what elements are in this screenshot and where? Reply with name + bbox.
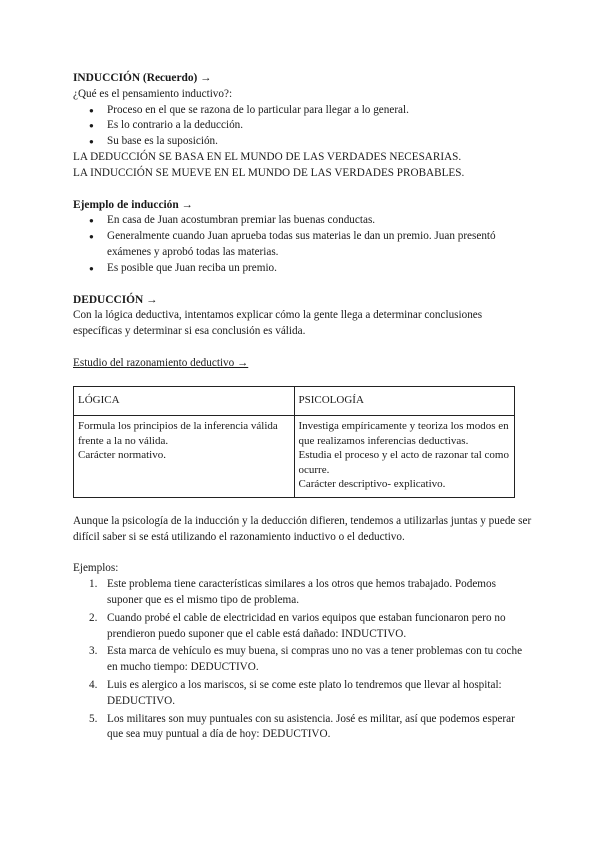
- deduccion-text: Con la lógica deductiva, intentamos explicar cómo la gente llega a determinar conclusiones específicas y determinar si esa conclusión es válida.: [73, 309, 483, 338]
- cell-line: Investiga empíricamente y teoriza los modos en que realizamos inferencias deductivas.: [298, 420, 509, 447]
- deduccion-heading: DEDUCCIÓN →: [73, 293, 158, 306]
- ejemplo-heading: Ejemplo de inducción →: [73, 198, 193, 211]
- table-row: [74, 386, 515, 416]
- item-number: 3.: [89, 645, 98, 658]
- table-header-logica: LÓGICA: [74, 386, 295, 416]
- cell-line: Carácter normativo.: [78, 449, 166, 462]
- ejemplo-bullet-list: [73, 213, 533, 276]
- list-item: ● Generalmente cuando Juan aprueba todas sus materias le dan un premio. Juan presentó exámenes y aprobó todas las materias.: [107, 229, 533, 261]
- list-item: [89, 678, 533, 710]
- item-number: 1.: [89, 578, 98, 591]
- list-item: [89, 577, 533, 609]
- document-content: [73, 71, 533, 745]
- list-item: ● Es posible que Juan reciba un premio.: [107, 261, 533, 277]
- table-header-psicologia: PSICOLOGÍA: [294, 386, 515, 416]
- cell-line: Estudia el proceso y el acto de razonar tal como ocurre.: [298, 449, 509, 476]
- comparison-table: [73, 386, 515, 498]
- cell-line: Carácter descriptivo- explicativo.: [298, 478, 446, 491]
- list-item: [89, 712, 533, 744]
- statement-deduccion: LA DEDUCCIÓN SE BASA EN EL MUNDO DE LAS VERDADES NECESARIAS.: [73, 150, 462, 163]
- statement-induccion: LA INDUCCIÓN SE MUEVE EN EL MUNDO DE LAS VERDADES PROBABLES.: [73, 166, 465, 179]
- list-item: [89, 644, 533, 676]
- ejemplos-numbered-list: [73, 577, 533, 743]
- table-cell-logica: [74, 416, 295, 498]
- list-item: [89, 611, 533, 643]
- item-text: Cuando probé el cable de electricidad en varios equipos que estaban funcionaron pero no prendieron puedo suponer que el cable está dañado: INDUCTIVO.: [107, 611, 506, 640]
- item-number: 5.: [89, 712, 98, 725]
- table-cell-psicologia: [294, 416, 515, 498]
- ejemplos-label: Ejemplos:: [73, 562, 119, 575]
- induccion-bullet-list: [73, 103, 533, 150]
- item-number: 2.: [89, 611, 98, 624]
- item-text: Los militares son muy puntuales con su asistencia. José es militar, así que podemos esperar que sea muy puntual a día de hoy: DEDUCTIVO.: [107, 712, 515, 741]
- list-item: ● Es lo contrario a la deducción.: [107, 118, 533, 134]
- list-item: ● Proceso en el que se razona de lo particular para llegar a lo general.: [107, 103, 533, 119]
- induccion-heading: INDUCCIÓN (Recuerdo) →: [73, 72, 212, 84]
- summary-paragraph: Aunque la psicología de la inducción y la deducción difieren, tendemos a utilizarlas juntas y puede ser difícil saber si se está utilizando el razonamiento inductivo o el deductivo.: [73, 514, 532, 543]
- estudio-subheading: Estudio del razonamiento deductivo →: [73, 356, 249, 369]
- item-number: 4.: [89, 678, 98, 691]
- item-text: Este problema tiene características similares a los otros que hemos trabajado. Podemos suponer que es el mismo tipo de problema.: [107, 578, 496, 606]
- list-item: ● En casa de Juan acostumbran premiar las buenas conductas.: [107, 213, 533, 229]
- item-text: Esta marca de vehículo es muy buena, si compras uno no vas a tener problemas con tu coche en mucho tiempo: DEDUCTIVO.: [107, 645, 523, 674]
- table-row: [74, 416, 515, 498]
- list-item: ● Su base es la suposición.: [107, 134, 533, 150]
- cell-line: Formula los principios de la inferencia válida frente a la no válida.: [78, 420, 278, 447]
- item-text: Luis es alergico a los mariscos, si se come este plato lo tendremos que llevar al hospital: DEDUCTIVO.: [107, 678, 502, 707]
- induccion-question: ¿Qué es el pensamiento inductivo?:: [73, 87, 233, 100]
